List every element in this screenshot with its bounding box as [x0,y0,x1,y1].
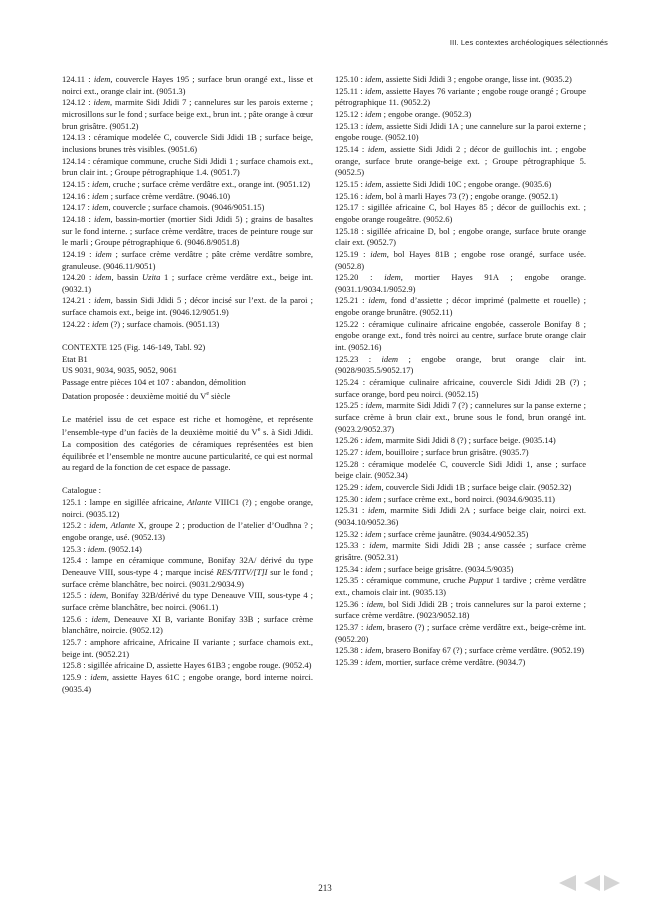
catalogue-entry: 124.19 : idem ; surface crème verdâtre ; pâte crème verdâtre sombre, granuleuse. (9046.11/9051) [62,248,313,271]
catalogue-entry: 124.17 : idem, couvercle ; surface chamois. (9046/9051.15) [62,202,265,213]
context-description-paragraph: Le matériel issu de cet espace est riche et homogène, et représente l’ensemble-type d’un faciès de la deuxième moitié du Ve s. à Sidi Jdidi. La composition des catégories de céramiques représentées est bien équilibrée et l’ensemble ne montre aucune particularité, ce qui est normal au regard de la fonction de cet espace de passage. [62,413,314,473]
catalogue-entry: 125.29 : idem, couvercle Sidi Jdidi 1B ; surface beige clair. (9052.32) [335,481,572,492]
catalogue-entry: 125.16 : idem, bol à marli Hayes 73 (?) ; engobe orange. (9052.1) [335,190,558,201]
catalogue-entry: 125.28 : céramique modelée C, couvercle Sidi Jdidi 1, anse ; surface beige clair. (9052.34) [335,458,586,481]
catalogue-entry: 125.8 : sigillée africaine D, assiette Hayes 61B3 ; engobe rouge. (9052.4) [62,660,312,671]
catalogue-entry: 125.17 : sigillée africaine C, bol Hayes 85 ; décor de guillochis ext. ; engobe orange rougeâtre. (9052.6) [335,202,586,224]
catalogue-entry: 125.20 : idem, mortier Hayes 91A ; engobe orange. (9031.1/9034.1/9052.9) [335,272,586,294]
catalogue-entry: 125.12 : idem ; engobe orange. (9052.3) [335,108,472,119]
context-125-header [62,342,313,402]
catalogue-entry: 124.22 : idem (?) ; surface chamois. (9051.13) [62,318,220,329]
catalogue-entry: 124.15 : idem, cruche ; surface crème verdâtre ext., orange int. (9051.12) [62,178,311,189]
catalogue-entry: 125.33 : idem, marmite Sidi Jdidi 2B ; anse cassée ; surface crème grisâtre. (9052.31) [335,540,586,562]
catalogue-entries-124 [62,74,313,330]
catalogue-entry: 125.37 : idem, brasero (?) ; surface crème verdâtre ext., beige-crème int. (9052.20) [335,621,586,644]
catalogue-entry: 125.3 : idem. (9052.14) [62,543,142,554]
catalogue-entry: 125.24 : céramique culinaire africaine, couvercle Sidi Jdidi 2B (?) ; surface orange, bord peu noirci. (9052.15) [335,377,586,399]
catalogue-label: Catalogue : [62,485,101,496]
prev-page-arrow-icon[interactable] [556,873,578,893]
left-column [62,74,313,695]
catalogue-entry: 125.1 : lampe en sigillée africaine, Atlante VIIIC1 (?) ; engobe orange, noirci. (9035.12) [62,497,313,519]
catalogue-entry: 125.6 : idem, Deneauve XI B, variante Bonifay 33B ; surface crème blanchâtre, noircie. (9052.12) [62,613,313,636]
catalogue-entry: 124.12 : idem, marmite Sidi Jdidi 7 ; cannelures sur les parois externe ; microsillons sur le fond ; surface beige ext., brun int. ; pâte orange à cœur brun grisâtre. (9051.2) [62,97,313,131]
catalogue-entry: 125.18 : sigillée africaine D, bol ; engobe orange, surface brute orange clair ext. (9052.7) [335,225,586,248]
catalogue-entry: 124.18 : idem, bassin-mortier (mortier Sidi Jdidi 5) ; grains de basaltes sur le fond interne. ; surface crème verdâtre, traces de peinture rouge sur le marli ; Groupe pétrographique 6. (9046.8/9051.8) [62,213,313,248]
catalogue-entry: 125.23 : idem ; engobe orange, brut orange clair int. (9028/9035.5/9052.17) [335,353,586,376]
catalogue-entry: 125.21 : idem, fond d’assiette ; décor imprimé (palmette et rouelle) ; engobe orange brunâtre. (9052.11) [335,295,586,318]
catalogue-entry: 125.14 : idem, assiette Sidi Jdidi 2 ; décor de guillochis int. ; engobe orange, surface brute orange-beige ext. ; Groupe pétrographique 5. (9052.5) [335,143,586,178]
catalogue-entry: 124.21 : idem, bassin Sidi Jdidi 5 ; décor incisé sur l’ext. de la paroi ; surface chamois ext., beige int. (9046.12/9051.9) [62,295,313,318]
catalogue-entry: 125.15 : idem, assiette Sidi Jdidi 10C ; engobe orange. (9035.6) [335,178,552,189]
catalogue-entry: 125.30 : idem ; surface crème ext., bord noirci. (9034.6/9035.11) [335,493,555,504]
catalogue-entry: 125.9 : idem, assiette Hayes 61C ; engobe orange, bord interne noirci. (9035.4) [62,671,313,694]
catalogue-entry: 125.11 : idem, assiette Hayes 76 variante ; engobe rouge orangé ; Groupe pétrographique 11. (9052.2) [335,85,586,108]
catalogue-entry: 124.16 : idem ; surface crème verdâtre. (9046.10) [62,190,231,201]
catalogue-entry: 125.39 : idem, mortier, surface crème verdâtre. (9034.7) [335,656,526,667]
context-etat: Etat B1 [62,353,88,364]
running-header: III. Les contextes archéologiques sélectionnés [449,38,608,47]
catalogue-entry: 125.2 : idem, Atlante X, groupe 2 ; production de l’atelier d’Oudhna ? ; engobe orange, usé. (9052.13) [62,520,313,543]
catalogue-entry: 125.35 : céramique commune, cruche Pupput 1 tardive ; crème verdâtre ext., chamois clair int. (9035.13) [335,575,586,597]
catalogue-entry: 125.4 : lampe en céramique commune, Bonifay 32A/ dérivé du type Deneauve VIII, sous-type 4 ; marque incisé RES/TITV/[T]I sur le fond ; surface crème blanchâtre, bec noirci. (9031.2/9034.9) [62,555,313,589]
context-us: US 9031, 9034, 9035, 9052, 9061 [62,365,177,376]
catalogue-entry: 125.10 : idem, assiette Sidi Jdidi 3 ; engobe orange, lisse int. (9035.2) [335,74,572,84]
page-number: 213 [318,883,332,893]
catalogue-entry: 124.13 : céramique modelée C, couvercle Sidi Jdidi 1B ; surface beige, inclusions brunes très visibles. (9051.6) [62,132,313,154]
page-navigation [556,873,622,893]
catalogue-entry: 125.36 : idem, bol Sidi Jdidi 2B ; trois cannelures sur la paroi externe ; surface crème verdâtre. (9023/9052.18) [335,598,586,621]
catalogue-entry: 125.19 : idem, bol Hayes 81B ; engobe rose orangé, surface usée. (9052.8) [335,248,586,271]
catalogue-entry: 125.38 : idem, brasero Bonifay 67 (?) ; surface crème verdâtre. (9052.19) [335,645,585,656]
catalogue-entry: 124.20 : idem, bassin Uzita 1 ; surface crème verdâtre ext., beige int. (9032.1) [62,272,313,294]
catalogue-entry: 125.34 : idem ; surface beige grisâtre. (9034.5/9035) [335,563,514,574]
catalogue-entry: 125.13 : idem, assiette Sidi Jdidi 1A ; une cannelure sur la paroi externe ; engobe rouge. (9052.10) [335,120,586,143]
catalogue-entry: 125.32 : idem ; surface crème jaunâtre. (9034.4/9052.35) [335,528,529,539]
context-title: CONTEXTE 125 (Fig. 146-149, Tabl. 92) [62,342,206,353]
catalogue-entry: 125.25 : idem, marmite Sidi Jdidi 7 (?) ; cannelures sur la panse externe ; surface crème à brun clair ext., brune sous le fond, brun orangé int. (9023.2/9052.37) [335,400,586,434]
catalogue-entry: 124.14 : céramique commune, cruche Sidi Jdidi 1 ; surface chamois ext., brun clair int. ; Groupe pétrographique 1.4. (9051.7) [62,155,313,178]
catalogue-entry: 125.31 : idem, marmite Sidi Jdidi 2A ; surface beige clair, noirci ext. (9034.10/9052.36) [335,505,586,527]
catalogue-entry: 125.5 : idem, Bonifay 32B/dérivé du type Deneauve VIII, sous-type 4 ; surface crème blanchâtre, bec noirci. (9061.1) [62,590,313,612]
context-passage: Passage entre pièces 104 et 107 : abandon, démolition [62,377,246,387]
catalogue-entry: 125.26 : idem, marmite Sidi Jdidi 8 (?) ; surface beige. (9035.14) [335,435,556,446]
catalogue-entry: 125.7 : amphore africaine, Africaine II variante ; surface chamois ext., beige int. (9052.21) [62,636,313,659]
catalogue-entries-125-cont [335,74,586,668]
catalogue-entry: 125.27 : idem, bouilloire ; surface brun grisâtre. (9035.7) [335,447,529,457]
right-column [335,74,586,668]
next-page-arrow-icon[interactable] [582,873,622,893]
catalogue-entry: 124.11 : idem, couvercle Hayes 195 ; surface brun orangé ext., lisse et noirci ext., orange clair int. (9051.3) [62,74,313,96]
context-datation: Datation proposée : deuxième moitié du Ve siècle [62,390,231,401]
catalogue-entries-125-start [62,497,313,695]
catalogue-entry: 125.22 : céramique culinaire africaine engobée, casserole Bonifay 8 ; engobe orange ext., fond très noirci au centre, surface brute orange clair int. (9052.16) [335,318,586,353]
